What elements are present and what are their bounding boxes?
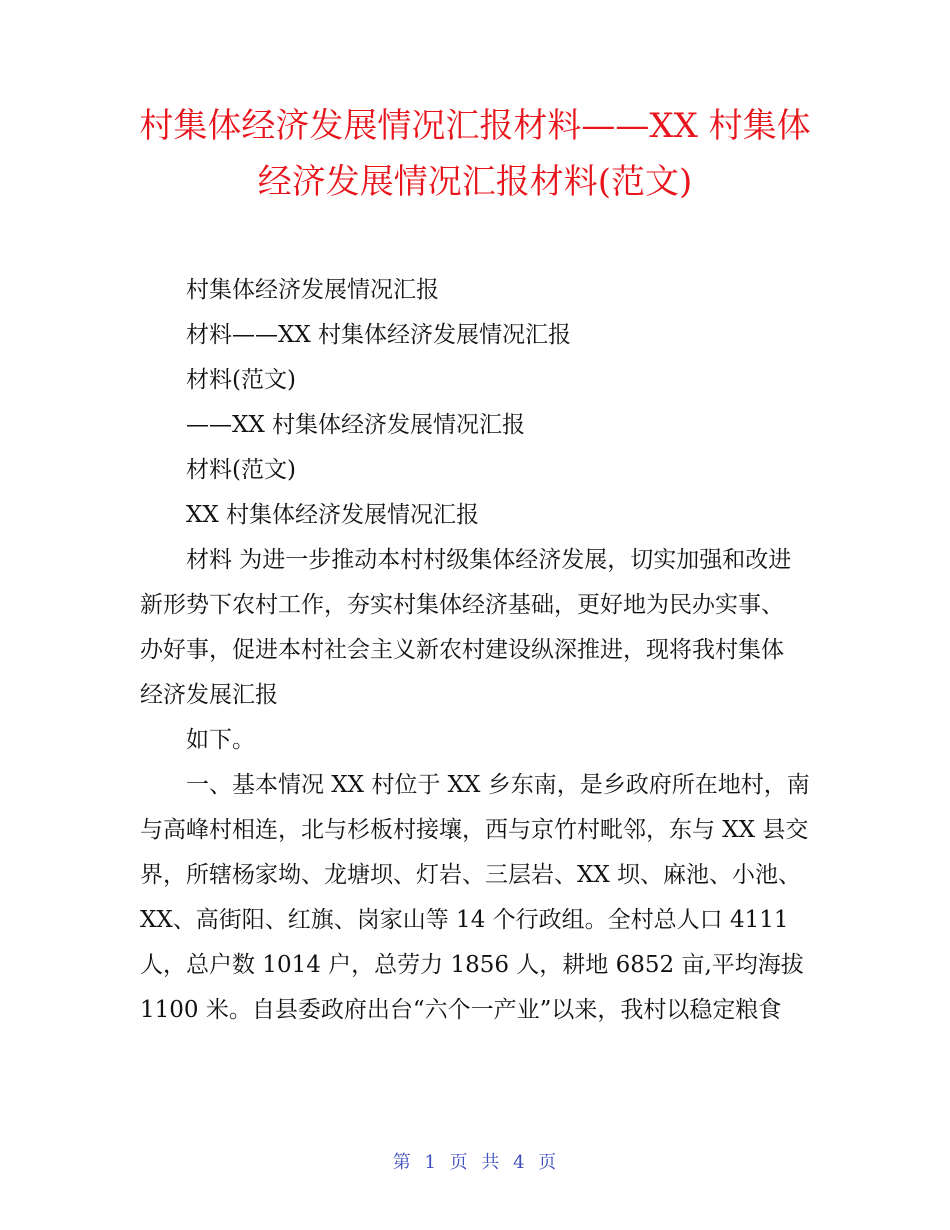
body-paragraph: 材料(范文) — [186, 457, 296, 483]
document-body — [140, 268, 810, 1033]
intro-line: 办好事，促进本村社会主义新农村建设纵深推进，现将我村集体 — [140, 637, 784, 663]
document-title-line-1: 村集体经济发展情况汇报材料——XX 村集体 — [139, 106, 811, 146]
basic-info-line: 1100 米。自县委政府出台“六个一产业”以来，我村以稳定粮食 — [140, 997, 782, 1023]
intro-paragraph — [140, 538, 810, 718]
body-paragraph: 村集体经济发展情况汇报 — [186, 277, 439, 303]
basic-info-line: 界，所辖杨家坳、龙塘坝、灯岩、三层岩、XX 坝、麻池、小池、 — [140, 862, 802, 888]
body-paragraph: 材料(范文) — [186, 367, 296, 393]
document-title-line-2: 经济发展情况汇报材料(范文) — [257, 162, 693, 202]
body-paragraph: 材料——XX 村集体经济发展情况汇报 — [186, 322, 572, 348]
intro-line: 经济发展汇报 — [140, 682, 278, 708]
basic-info-paragraph — [140, 763, 810, 1033]
basic-info-line: 与高峰村相连，北与杉板村接壤，西与京竹村毗邻，东与 XX 县交 — [140, 817, 809, 843]
body-paragraph: 如下。 — [186, 727, 255, 753]
intro-line: 材料 为进一步推动本村村级集体经济发展，切实加强和改进 — [186, 547, 792, 573]
body-paragraph: ——XX 村集体经济发展情况汇报 — [186, 412, 526, 438]
basic-info-line: 人，总户数 1014 户，总劳力 1856 人，耕地 6852 亩,平均海拔 — [140, 952, 804, 978]
body-paragraph: XX 村集体经济发展情况汇报 — [186, 502, 480, 528]
intro-line: 新形势下农村工作，夯实村集体经济基础，更好地为民办实事、 — [140, 592, 784, 618]
basic-info-line: 一、基本情况 XX 村位于 XX 乡东南，是乡政府所在地村，南 — [186, 772, 810, 798]
page-number-footer: 第 1 页 共 4 页 — [392, 1152, 558, 1173]
basic-info-line: XX、高街阳、红旗、岗家山等 14 个行政组。全村总人口 4111 — [140, 907, 789, 933]
